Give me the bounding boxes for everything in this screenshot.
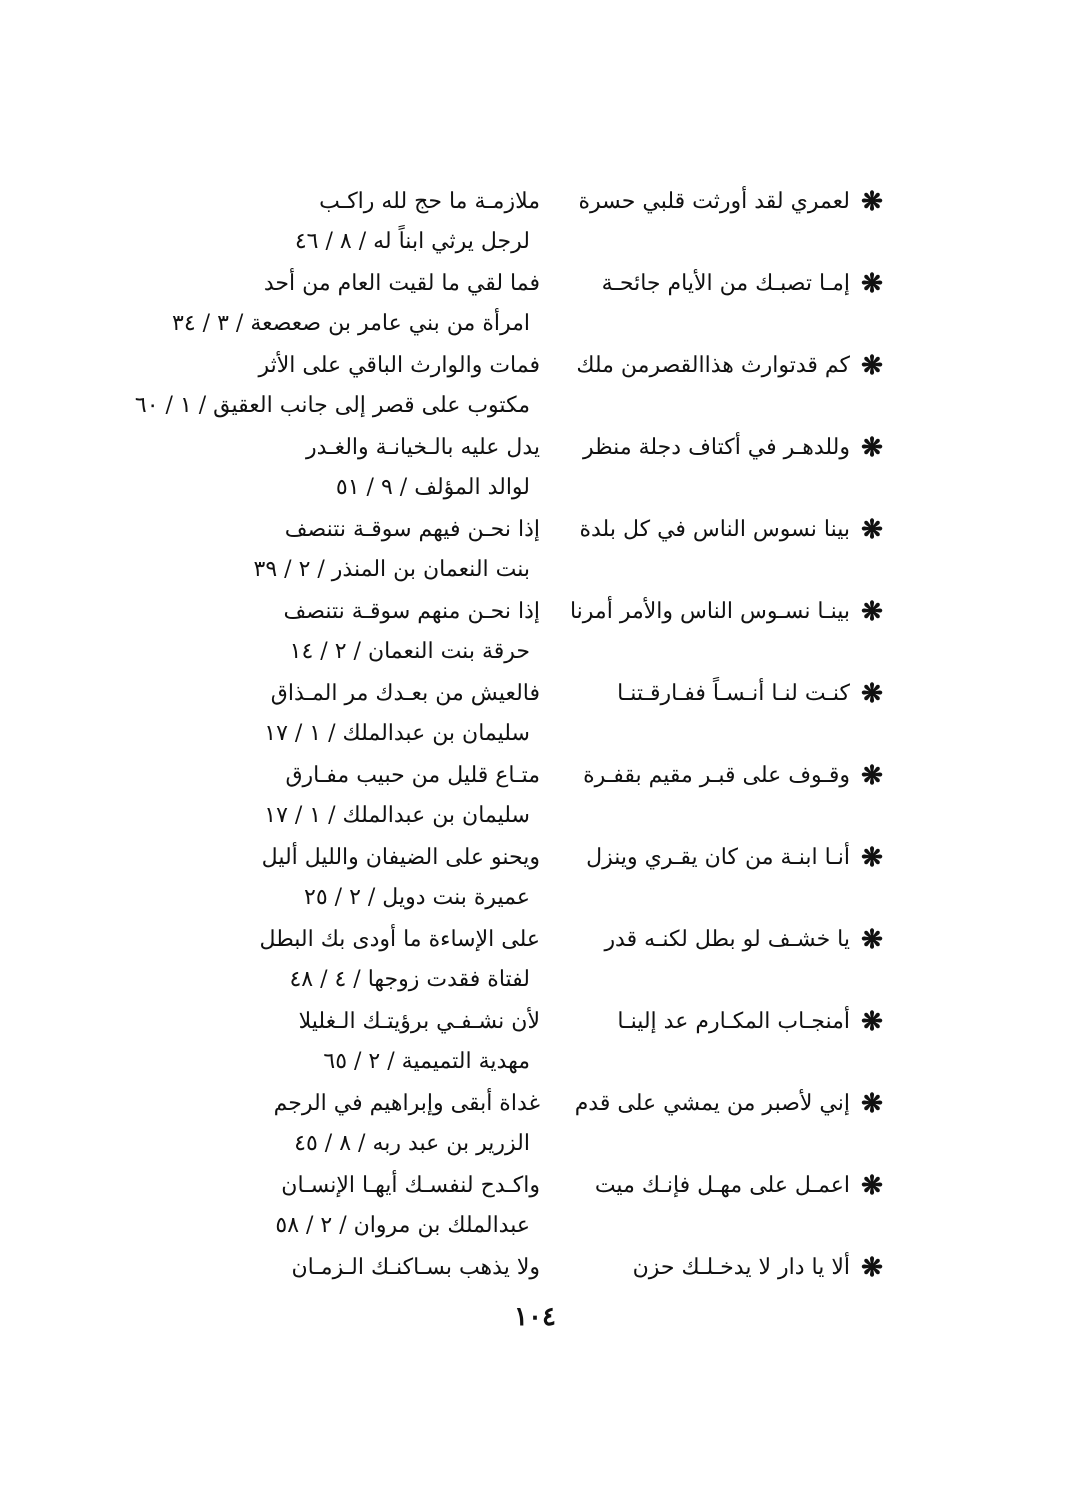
verse-first-hemistich: وللدهـر في أكتاف دجلة منظر: [583, 435, 850, 460]
verse-first-hemistich: يا خشـف لو بطل لكنـه قدر: [604, 927, 850, 952]
verse-second-hemistich: يدل عليه بالـخيانـة والغـدر: [305, 435, 540, 460]
verse-first-hemistich: إمـا تصبـك من الأيام جائحـة: [601, 271, 850, 296]
verse-attribution: مكتوب على قصر إلى جانب العقيق / ١ / ٦٠: [134, 393, 530, 418]
verse-attribution: عميرة بنت دويل / ٢ / ٢٥: [304, 885, 530, 910]
verse-attribution: امرأة من بني عامر بن صعصعة / ٣ / ٣٤: [172, 311, 530, 336]
bullet-icon: ❋: [861, 515, 883, 545]
verse-attribution: حرقة بنت النعمان / ٢ / ١٤: [289, 639, 530, 664]
bullet-icon: ❋: [861, 1253, 883, 1283]
verse-second-hemistich: ويحنو على الضيفان والليل أليل: [261, 845, 540, 870]
verse-attribution: سليمان بن عبدالملك / ١ / ١٧: [264, 803, 530, 828]
verse-first-hemistich: بينا نسوس الناس في كل بلدة: [579, 517, 850, 542]
verse-second-hemistich: فمات والوارث الباقي على الأثر: [258, 353, 540, 378]
bullet-icon: ❋: [861, 679, 883, 709]
verse-first-hemistich: ألا يا دار لا يدخـلـك حزن: [632, 1255, 850, 1280]
verse-first-hemistich: بينـا نسـوس الناس والأمر أمرنا: [569, 599, 850, 624]
verse-second-hemistich: لأن نشـفـي برؤيتـك الـغليلا: [298, 1009, 540, 1034]
verse-first-hemistich: كنـت لنـا أنـسـاً ففـارقـتنـا: [617, 681, 850, 706]
bullet-icon: ❋: [861, 761, 883, 791]
verse-first-hemistich: أمنجـاب المكـارم عد إلينـا: [617, 1009, 850, 1034]
verse-second-hemistich: متـاع قليل من حبيب مفـارق: [285, 763, 540, 788]
bullet-icon: ❋: [861, 1007, 883, 1037]
verse-attribution: سليمان بن عبدالملك / ١ / ١٧: [264, 721, 530, 746]
verse-second-hemistich: ملازمـة ما حج لله راكـب: [319, 189, 540, 214]
bullet-icon: ❋: [861, 269, 883, 299]
verse-second-hemistich: واكـدح لنفسـك أيهـا الإنسـان: [281, 1173, 540, 1198]
bullet-icon: ❋: [861, 351, 883, 381]
verse-second-hemistich: على الإساءة ما أودى بك البطل: [259, 927, 540, 952]
verse-attribution: الزرير بن عبد ربه / ٨ / ٤٥: [294, 1131, 530, 1156]
verse-second-hemistich: غداة أبقى وإبراهيم في الرجم: [273, 1091, 540, 1116]
bullet-icon: ❋: [861, 597, 883, 627]
verse-second-hemistich: فالعيش من بعـدك مر المـذاق: [270, 681, 540, 706]
verse-second-hemistich: ولا يذهب بسـاكنـك الـزمـان: [291, 1255, 540, 1280]
bullet-icon: ❋: [861, 1089, 883, 1119]
verse-attribution: لفتاة فقدت زوجها / ٤ / ٤٨: [289, 967, 530, 992]
verse-second-hemistich: إذا نحـن فيهم سوقـة نتنصف: [284, 517, 540, 542]
verse-attribution: مهدية التميمية / ٢ / ٦٥: [323, 1049, 530, 1074]
verse-attribution: لوالد المؤلف / ٩ / ٥١: [335, 475, 530, 500]
verse-second-hemistich: إذا نحـن منهم سوقـة نتنصف: [283, 599, 540, 624]
verse-attribution: عبدالملك بن مروان / ٢ / ٥٨: [275, 1213, 530, 1238]
verse-first-hemistich: اعمـل على مهـل فإنـك ميت: [594, 1173, 850, 1198]
verse-first-hemistich: لعمري لقد أورثت قلبي حسرة: [578, 189, 850, 214]
page-number: ١٠٤: [514, 1302, 556, 1332]
verse-first-hemistich: وقـوف على قبـر مقيم بقفـرة: [583, 763, 850, 788]
verse-second-hemistich: فما لقي ما لقيت العام من أحد: [263, 271, 540, 296]
bullet-icon: ❋: [861, 1171, 883, 1201]
verse-first-hemistich: كم قدتوارث هذاالقصرمن ملك: [576, 353, 850, 378]
verse-first-hemistich: إني لأصبر من يمشي على قدم: [574, 1091, 850, 1116]
bullet-icon: ❋: [861, 843, 883, 873]
verse-attribution: بنت النعمان بن المنذر / ٢ / ٣٩: [253, 557, 530, 582]
bullet-icon: ❋: [861, 925, 883, 955]
bullet-icon: ❋: [861, 433, 883, 463]
verse-attribution: لرجل يرثي ابناً له / ٨ / ٤٦: [294, 229, 530, 254]
bullet-icon: ❋: [861, 187, 883, 217]
verse-first-hemistich: أنـا ابنـة من كان يقـري وينزل: [586, 845, 850, 870]
